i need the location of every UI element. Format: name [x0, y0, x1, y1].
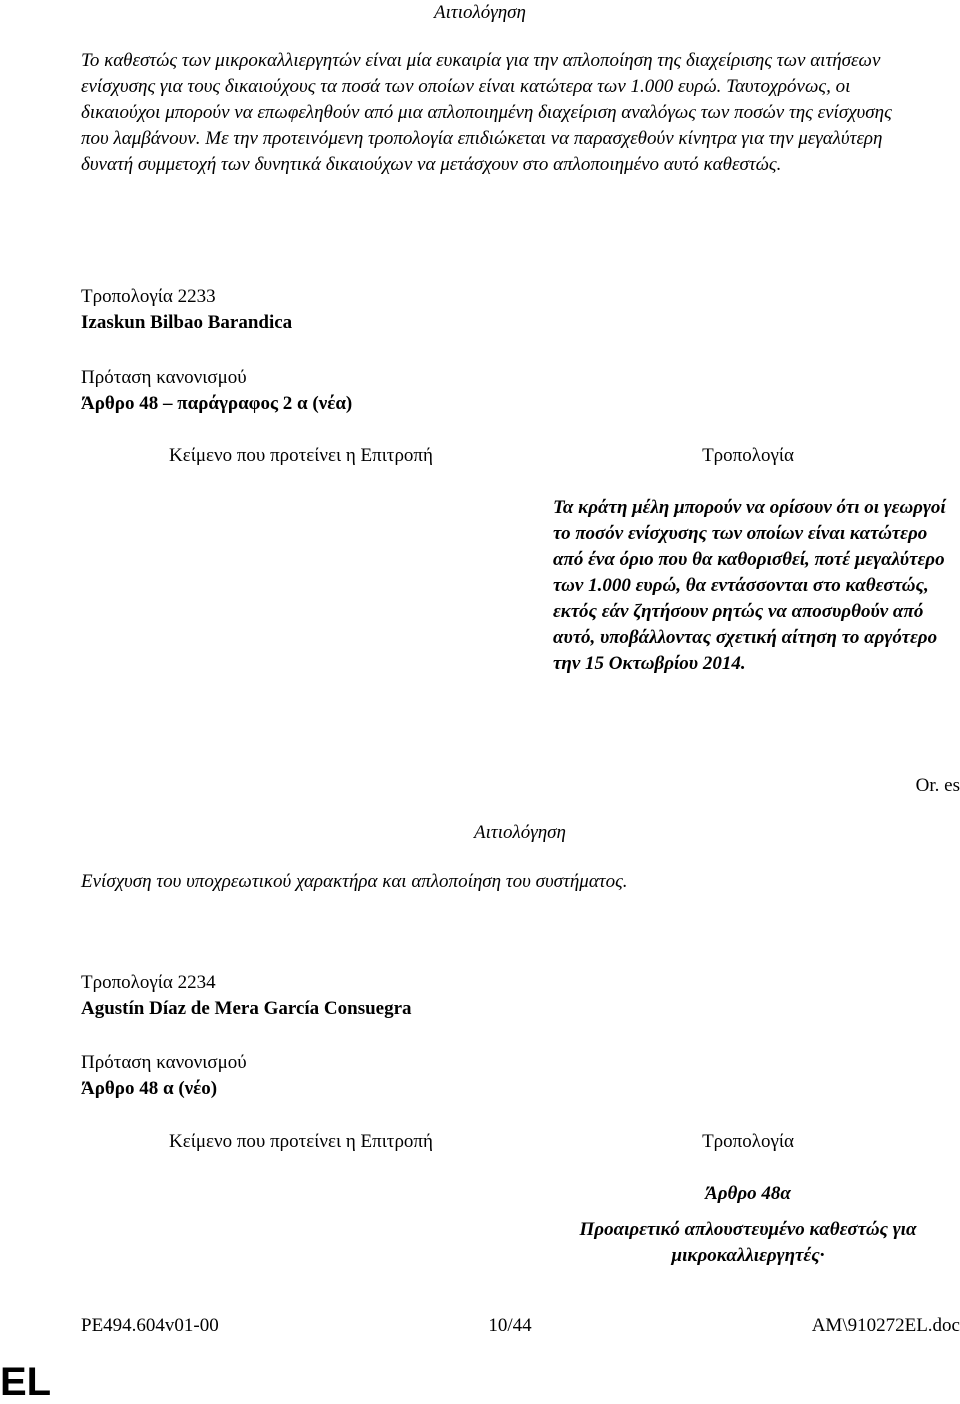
- footer-doc-ref: PE494.604v01-00: [81, 1315, 219, 1336]
- amendment-text: Τα κράτη μέλη μπορούν να ορίσουν ότι οι γεωργοί το ποσόν ενίσχυσης των οποίων είναι κατώτερο από ένα όριο που θα καθορισθεί, ποτέ μεγαλύτερο των 1.000 ευρώ, θα εντάσσονται στο καθεστώς, εκτός εάν ζητήσουν ρητώς να αποσυρθούν από αυτό, υποβάλλοντας σχετική αίτηση το αργότερο την 15 Οκτωβρίου 2014.: [553, 497, 946, 674]
- new-article-title: Άρθρο 48α: [705, 1183, 791, 1204]
- column-header-commission-text-2234: Κείμενο που προτείνει η Επιτροπή: [169, 1131, 433, 1152]
- justification-heading-2233: Αιτιολόγηση: [474, 822, 566, 843]
- article-reference: Άρθρο 48 – παράγραφος 2 α (νέα): [81, 393, 353, 414]
- justification-text-2233: Ενίσχυση του υποχρεωτικού χαρακτήρα και απλοποίηση του συστήματος.: [81, 871, 628, 892]
- footer-page-number: 10/44: [488, 1315, 532, 1336]
- justification-heading: Αιτιολόγηση: [434, 2, 526, 23]
- article-reference-2234: Άρθρο 48 α (νέο): [81, 1078, 218, 1099]
- amendment-number-2234: Τροπολογία 2234: [81, 972, 216, 993]
- column-header-amendment-2234: Τροπολογία: [702, 1131, 794, 1152]
- amendment-author-2234: Agustín Díaz de Mera García Consuegra: [81, 998, 412, 1019]
- proposal-label-2234: Πρόταση κανονισμού: [81, 1052, 247, 1073]
- column-header-amendment: Τροπολογία: [702, 445, 794, 466]
- justification-text: Το καθεστώς των μικροκαλλιεργητών είναι μία ευκαιρία για την απλοποίηση της διαχείρισης των αιτήσεων ενίσχυσης για τους δικαιούχους τα ποσά των οποίων είναι κατώτερα των 1.000 ευρώ. Ταυτοχρόνως, οι δικαιούχοι μπορούν να επωφεληθούν από μια απλοποιημένη διαχείριση αναλόγως των ποσών της ενίσχυσης που λαμβάνουν. Με την προτεινόμενη τροπολογία επιδιώκεται να παρασχεθούν κίνητρα για την μεγαλύτερη δυνατή συμμετοχή των δυνητικά δικαιούχων να μετάσχουν στο απλοποιημένο αυτό καθεστώς.: [81, 50, 892, 175]
- amendment-number: Τροπολογία 2233: [81, 286, 216, 307]
- footer-file-name: AM\910272EL.doc: [811, 1315, 960, 1336]
- proposal-label: Πρόταση κανονισμού: [81, 367, 247, 388]
- amendment-author: Izaskun Bilbao Barandica: [81, 312, 293, 333]
- column-header-commission-text: Κείμενο που προτείνει η Επιτροπή: [169, 445, 433, 466]
- footer-language-code: EL: [0, 1360, 52, 1404]
- original-language: Or. es: [915, 775, 960, 796]
- new-article-subtitle: Προαιρετικό απλουστευμένο καθεστώς για μικροκαλλιεργητές·: [579, 1219, 917, 1266]
